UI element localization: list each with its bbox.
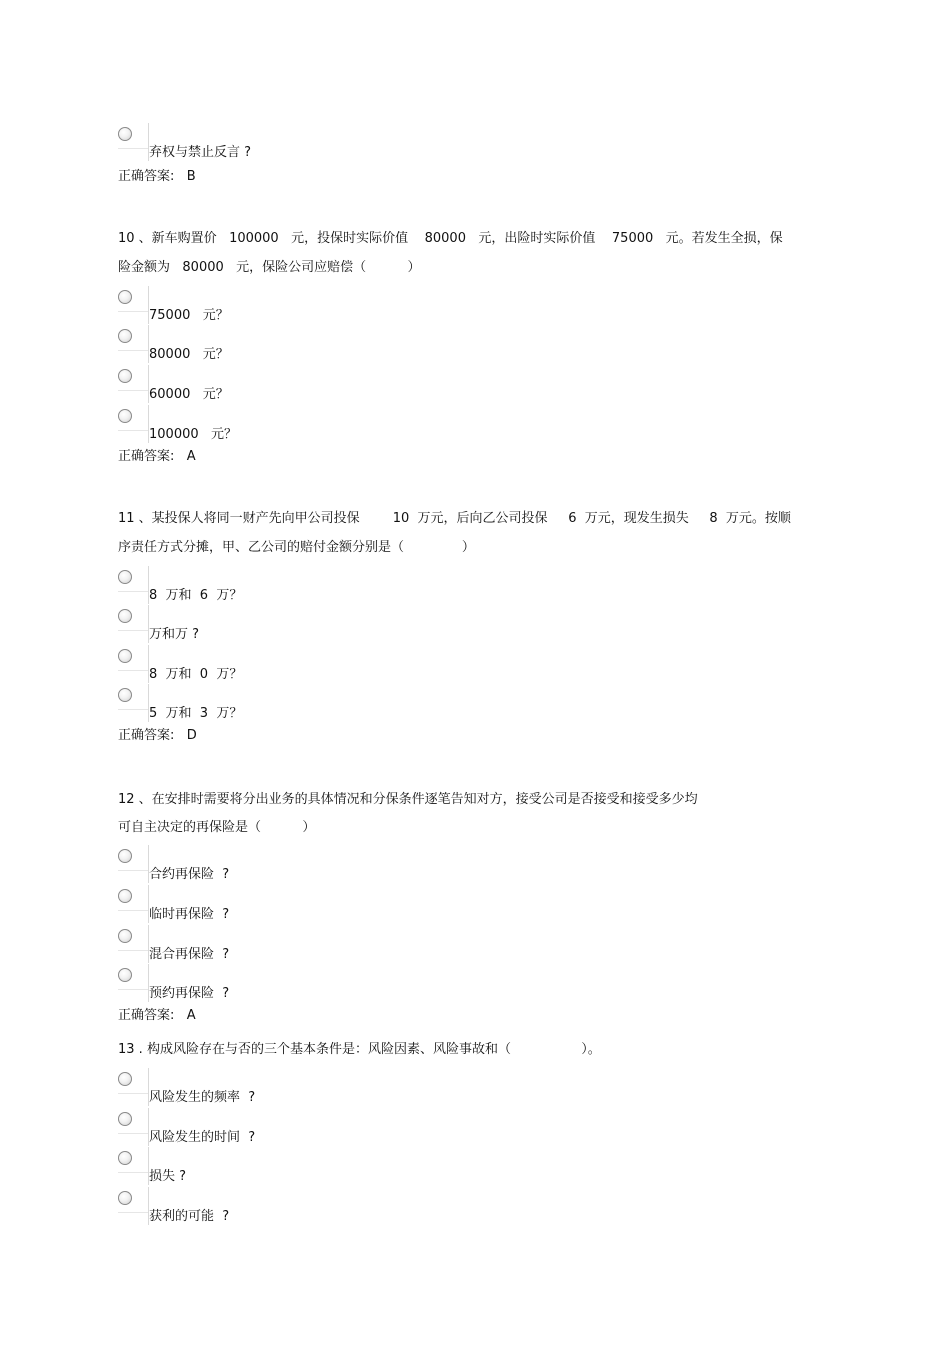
divider — [118, 350, 148, 351]
q11-text-line2: 序责任方式分摊，甲、乙公司的赔付金额分别是（ ） — [118, 540, 475, 555]
divider — [118, 989, 148, 990]
q10-text-line1: 10 、新车购置价 100000 元，投保时实际价值 80000 元，出险时实际价值 75000 元。若发生全损，保 — [118, 231, 783, 246]
q10-option-c[interactable] — [118, 369, 318, 409]
option-label: 75000 元？ — [149, 308, 229, 323]
option-label: 80000 元？ — [149, 347, 229, 362]
q13-text-line1: 13 . 构成风险存在与否的三个基本条件是：风险因素、风险事故和（ ）。 — [118, 1042, 601, 1057]
option-label: 预约再保险 ? — [149, 986, 230, 1001]
option-label: 5 万和 3 万？ — [149, 706, 243, 721]
q13-option-a[interactable] — [118, 1072, 318, 1112]
divider — [118, 591, 148, 592]
q11-option-a[interactable] — [118, 570, 318, 610]
radio-icon[interactable] — [118, 929, 132, 943]
radio-icon[interactable] — [118, 889, 132, 903]
divider — [118, 390, 148, 391]
q12-text-line1: 12 、在安排时需要将分出业务的具体情况和分保条件逐笔告知对方，接受公司是否接受和接受多少均 — [118, 792, 698, 807]
divider — [118, 910, 148, 911]
option-label: 100000 元？ — [149, 427, 238, 442]
q13-option-b[interactable] — [118, 1112, 318, 1152]
q12-option-c[interactable] — [118, 929, 318, 969]
divider — [118, 950, 148, 951]
option-label: 临时再保险 ? — [149, 907, 230, 922]
radio-icon[interactable] — [118, 609, 132, 623]
q10-answer: 正确答案: A — [118, 449, 196, 464]
q11-option-b[interactable] — [118, 609, 318, 649]
radio-icon[interactable] — [118, 329, 132, 343]
divider — [118, 1212, 148, 1213]
radio-icon[interactable] — [118, 968, 132, 982]
option-label: 万和万 ? — [149, 627, 200, 642]
option-label: 获利的可能 ? — [149, 1209, 230, 1224]
option-label: 60000 元？ — [149, 387, 229, 402]
q11-option-d[interactable] — [118, 688, 318, 728]
radio-icon[interactable] — [118, 849, 132, 863]
q10-text-line2: 险金额为 80000 元，保险公司应赔偿（ ） — [118, 260, 421, 275]
q12-text-line2: 可自主决定的再保险是（ ） — [118, 820, 316, 835]
divider — [118, 1093, 148, 1094]
option-label: 8 万和 6 万？ — [149, 588, 243, 603]
q10-option-a[interactable] — [118, 290, 318, 330]
q12-option-b[interactable] — [118, 889, 318, 929]
q13-option-c[interactable] — [118, 1151, 318, 1191]
option-label: 混合再保险 ? — [149, 947, 230, 962]
q12-option-d[interactable] — [118, 968, 318, 1008]
option-label: 合约再保险 ? — [149, 867, 230, 882]
divider — [118, 709, 148, 710]
radio-icon[interactable] — [118, 290, 132, 304]
divider — [118, 1133, 148, 1134]
q12-option-a[interactable] — [118, 849, 318, 889]
divider — [118, 670, 148, 671]
radio-icon[interactable] — [118, 570, 132, 584]
radio-icon[interactable] — [118, 369, 132, 383]
option-label: 风险发生的时间 ? — [149, 1130, 256, 1145]
radio-icon[interactable] — [118, 127, 132, 141]
option-label: 8 万和 0 万？ — [149, 667, 243, 682]
option-label: 损失 ? — [149, 1169, 187, 1184]
q9-option-b[interactable] — [118, 127, 318, 167]
option-label: 弃权与禁止反言 ? — [149, 145, 252, 160]
divider — [118, 870, 148, 871]
q12-answer: 正确答案: A — [118, 1008, 196, 1023]
divider — [118, 311, 148, 312]
radio-icon[interactable] — [118, 649, 132, 663]
radio-icon[interactable] — [118, 1112, 132, 1126]
radio-icon[interactable] — [118, 1151, 132, 1165]
divider — [118, 630, 148, 631]
q11-answer: 正确答案: D — [118, 728, 197, 743]
divider — [118, 148, 148, 149]
q11-text-line1: 11 、某投保人将同一财产先向甲公司投保 10 万元，后向乙公司投保 6 万元，现发生损失 8 万元。按顺 — [118, 511, 791, 526]
q10-option-b[interactable] — [118, 329, 318, 369]
radio-icon[interactable] — [118, 409, 132, 423]
radio-icon[interactable] — [118, 1191, 132, 1205]
q11-option-c[interactable] — [118, 649, 318, 689]
q13-option-d[interactable] — [118, 1191, 318, 1231]
q10-option-d[interactable] — [118, 409, 318, 449]
q9-answer: 正确答案: B — [118, 169, 196, 184]
radio-icon[interactable] — [118, 1072, 132, 1086]
option-label: 风险发生的频率 ? — [149, 1090, 256, 1105]
radio-icon[interactable] — [118, 688, 132, 702]
divider — [118, 430, 148, 431]
divider — [118, 1172, 148, 1173]
